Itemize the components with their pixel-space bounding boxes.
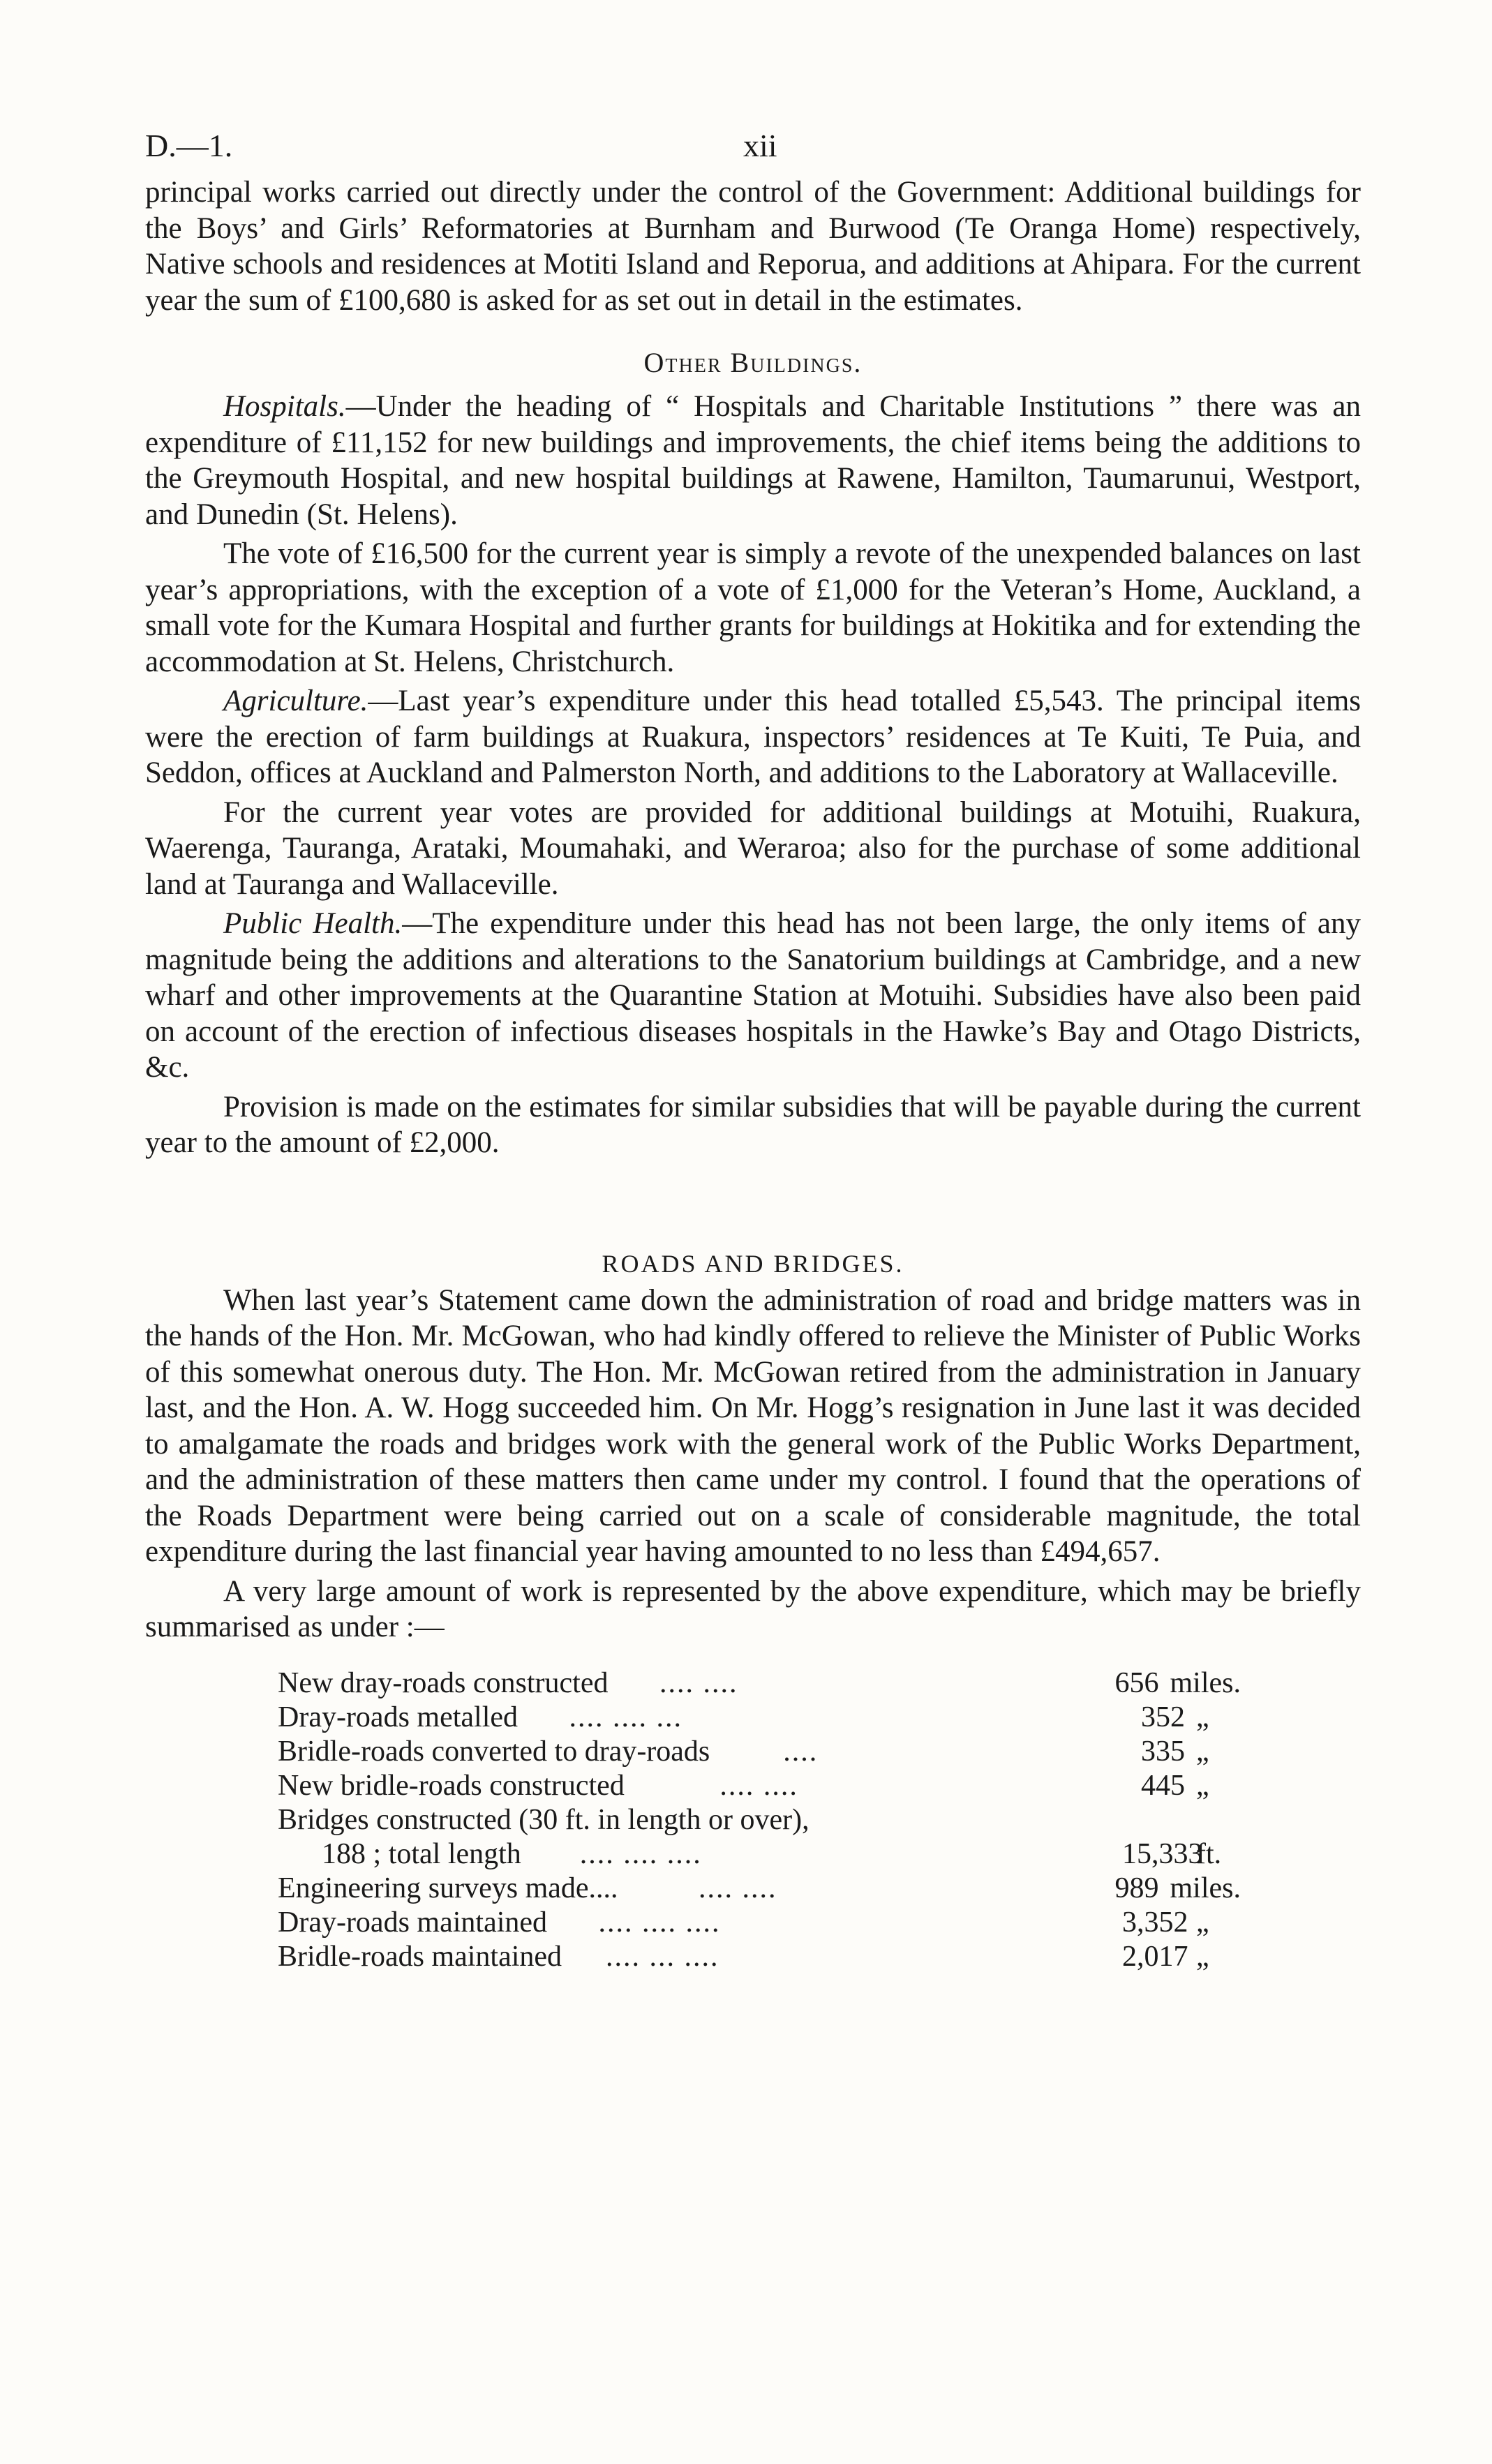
summary-leader: .... .... [699, 1872, 777, 1904]
summary-label: 188 ; total length [322, 1837, 521, 1870]
section-heading-other-buildings: Other Buildings. [643, 347, 863, 378]
summary-unit: miles. [1170, 1666, 1241, 1699]
summary-label: Bridle-roads converted to dray-roads [278, 1735, 710, 1768]
document-reference: D.—1. [145, 128, 233, 163]
summary-row [278, 1769, 1241, 1803]
summary-row [278, 1701, 1241, 1735]
summary-row [278, 1906, 1241, 1940]
agriculture-paragraph [145, 683, 1361, 791]
works-summary-table [278, 1666, 1241, 1974]
agriculture-lead: Agriculture. [223, 685, 368, 717]
public-health-paragraph [145, 906, 1361, 1086]
summary-unit: „ [1196, 1701, 1209, 1733]
summary-unit: „ [1196, 1906, 1209, 1939]
summary-label: Engineering surveys made.... [278, 1872, 618, 1904]
document-page [145, 119, 1361, 1974]
roads-paragraph-1: When last year’s Statement came down the administration of road and bridge matters was in the hands of the Hon. Mr. McGowan, who had kindly offered to relieve the Minister of Public Works of this somewhat onerous duty. The Hon. Mr. McGowan retired from the administration in January last, and the Hon. A. W. Hogg succeeded him. On Mr. Hogg’s resignation in June last it was decided to amalgamate the roads and bridges work with the general work of the Public Works Department, and the administration of these matters then came under my control. I found that the operations of the Roads Department were being carried out on a scale of considerable magnitude, the total expenditure during the last financial year having amounted to no less than £494,657. [145, 1283, 1361, 1568]
summary-value: 352 [1141, 1701, 1185, 1733]
summary-unit: miles. [1170, 1872, 1241, 1904]
summary-leader: .... .... .... [579, 1837, 702, 1870]
summary-value: 656 [1114, 1666, 1159, 1699]
summary-row [278, 1837, 1241, 1872]
summary-leader: .... .... .... [598, 1906, 721, 1939]
summary-value: 3,352 [1122, 1906, 1188, 1939]
roads-paragraph-2: A very large amount of work is represented by the above expenditure, which may be briefly summarised as under :— [145, 1574, 1361, 1643]
summary-row [278, 1735, 1241, 1769]
summary-label: Dray-roads metalled [278, 1701, 519, 1733]
summary-row [278, 1803, 1241, 1837]
summary-row [278, 1872, 1241, 1906]
hospitals-paragraph [145, 389, 1361, 532]
summary-leader: .... .... [719, 1769, 798, 1802]
hospitals-lead: Hospitals. [223, 390, 346, 423]
agriculture-votes-paragraph: For the current year votes are provided for additional buildings at Motuihi, Ruakura, Waerenga, Tauranga, Arataki, Moumahaki, and Weraroa; also for the purchase of some additional land at Tauranga and Wallaceville. [145, 796, 1361, 901]
summary-leader: .... .... [659, 1666, 738, 1699]
summary-unit: „ [1196, 1940, 1209, 1973]
page-header [145, 119, 1361, 174]
summary-value: 989 [1114, 1872, 1159, 1904]
summary-value: 15,333 [1122, 1837, 1203, 1870]
summary-value: 445 [1141, 1769, 1185, 1802]
section-heading-roads-and-bridges: ROADS AND BRIDGES. [602, 1249, 904, 1278]
summary-row [278, 1940, 1241, 1974]
hospitals-text: —Under the heading of “ Hospitals and Charitable Institutions ” there was an expenditure of £11,152 for new buildings and improvements, the chief items being the additions to the Greymouth Hospital, and new hospital buildings at Rawene, Hamilton, Taumarunui, Westport, and Dunedin (St. Helens). [145, 390, 1361, 531]
intro-paragraph: principal works carried out directly under the control of the Government: Additional buildings for the Boys’ and Girls’ Reformatories at Burnham and Burwood (Te Oranga Home) respectively, Native schools and residences at Motiti Island and Reporua, and additions at Ahipara. For the current year the sum of £100,680 is asked for as set out in detail in the estimates. [145, 176, 1361, 317]
summary-value: 2,017 [1122, 1940, 1188, 1973]
summary-leader: .... ... .... [606, 1940, 719, 1973]
summary-leader: .... .... ... [569, 1701, 683, 1733]
summary-label: Bridges constructed (30 ft. in length or over), [278, 1803, 810, 1836]
summary-label: Bridle-roads maintained [278, 1940, 562, 1973]
summary-unit: „ [1196, 1735, 1209, 1768]
agriculture-text: —Last year’s expenditure under this head totalled £5,543. The principal items were the erection of farm buildings at Ruakura, inspectors’ residences at Te Kuiti, Te Puia, and Seddon, offices at Auckland and Palmerston North, and additions to the Laboratory at Wallaceville. [145, 685, 1361, 789]
vote-paragraph: The vote of £16,500 for the current year is simply a revote of the unexpended balances on last year’s appropriations, with the exception of a vote of £1,000 for the Veteran’s Home, Auckland, a small vote for the Kumara Hospital and further grants for buildings at Hokitika and for extending the accommodation at St. Helens, Christchurch. [145, 537, 1361, 678]
summary-label: New dray-roads constructed [278, 1666, 609, 1699]
summary-value: 335 [1141, 1735, 1185, 1768]
summary-unit: „ [1196, 1769, 1209, 1802]
summary-row [278, 1666, 1241, 1701]
provision-paragraph: Provision is made on the estimates for similar subsidies that will be payable during the current year to the amount of £2,000. [145, 1090, 1361, 1159]
summary-label: Dray-roads maintained [278, 1906, 548, 1939]
summary-leader: .... [783, 1735, 819, 1768]
page-number: xii [743, 128, 777, 163]
public-health-text: —The expenditure under this head has not been large, the only items of any magnitude being the additions and alterations to the Sanatorium buildings at Cambridge, and a new wharf and other improvements at the Quarantine Station at Motuihi. Subsidies have also been paid on account of the erection of infectious diseases hospitals in the Hawke’s Bay and Otago Districts, &c. [145, 907, 1361, 1084]
public-health-lead: Public Health. [223, 907, 403, 940]
summary-label: New bridle-roads constructed [278, 1769, 625, 1802]
summary-unit: ft. [1196, 1837, 1222, 1870]
